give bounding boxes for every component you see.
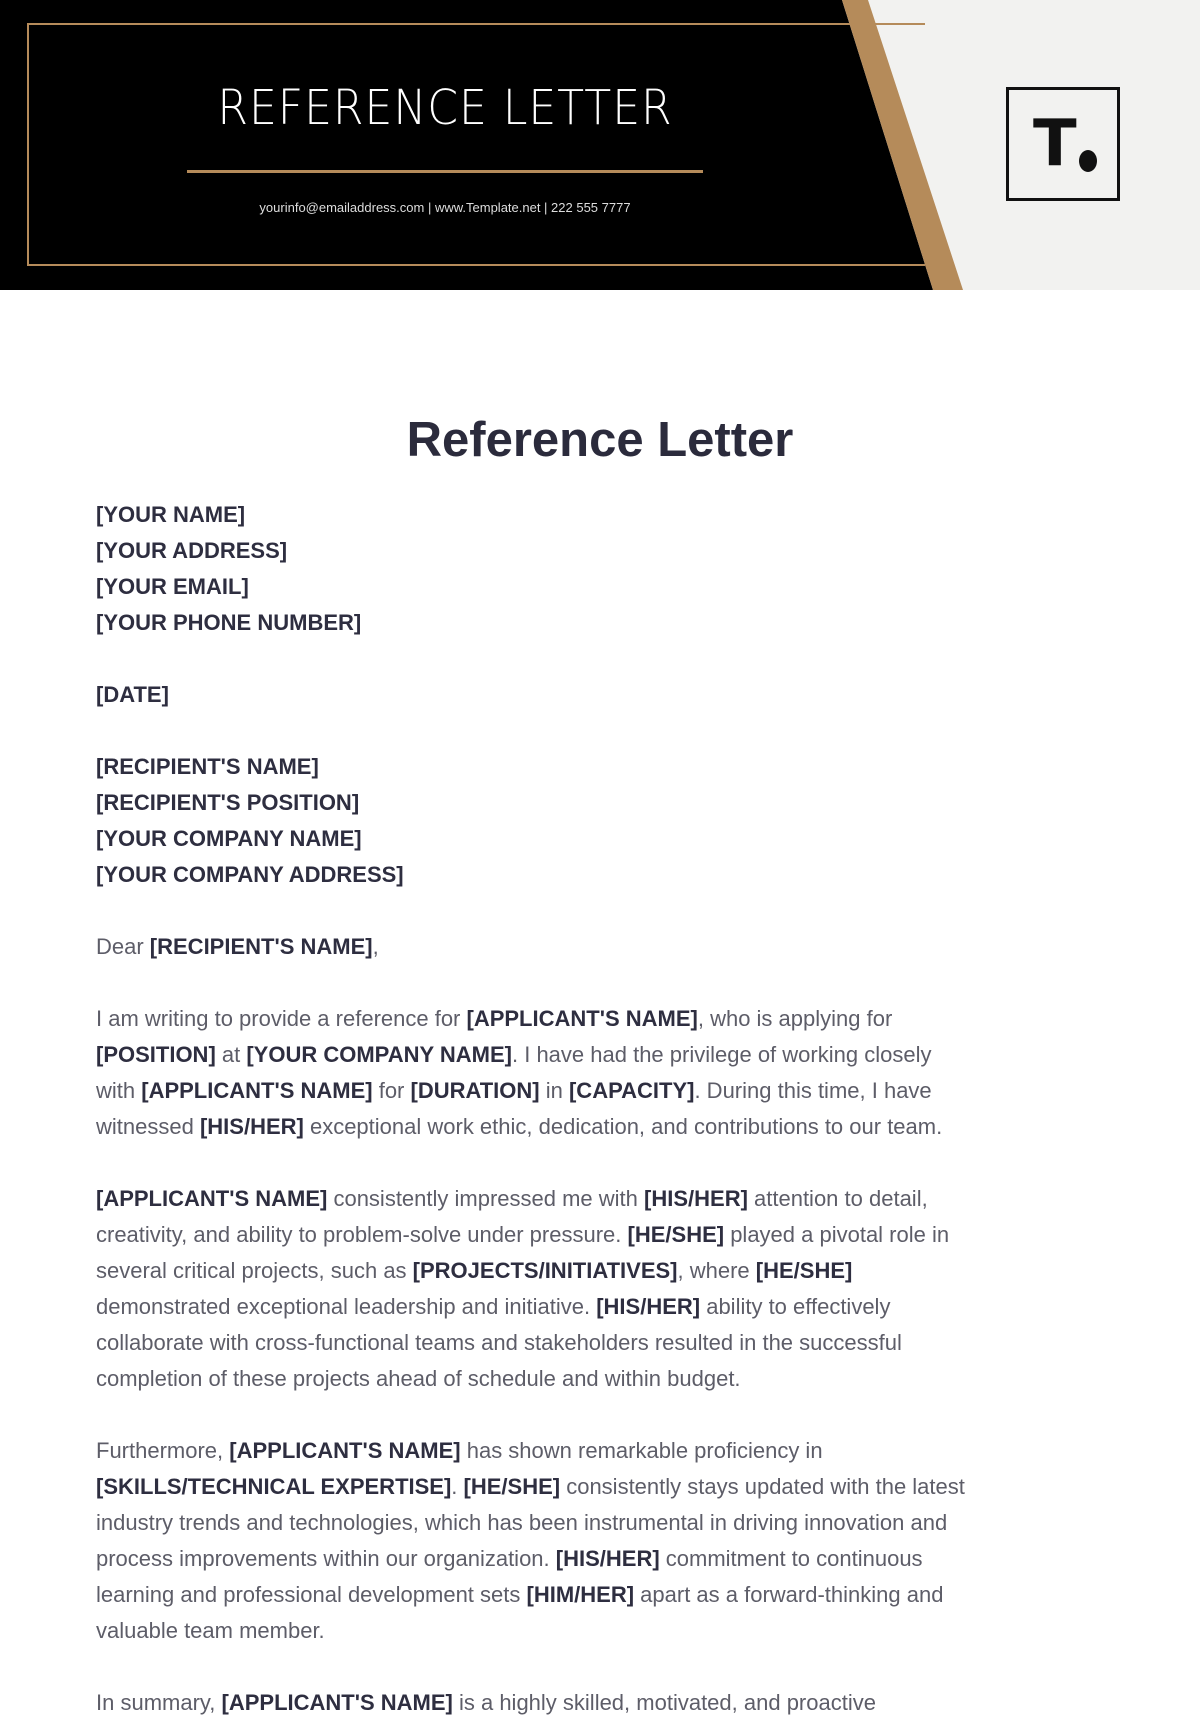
letter-line <box>96 1217 1116 1253</box>
letter-text: In summary, <box>96 1690 222 1715</box>
placeholder-field: [HIS/HER] <box>644 1186 748 1211</box>
document-title: Reference Letter <box>406 413 794 467</box>
letter-line <box>96 1289 1116 1325</box>
letter-line <box>96 1001 1116 1037</box>
placeholder-field: [YOUR EMAIL] <box>96 574 249 599</box>
placeholder-field: [YOUR PHONE NUMBER] <box>96 610 362 635</box>
letter-line <box>96 1433 1116 1469</box>
letter-line <box>96 1685 1116 1721</box>
letter-line <box>96 569 1116 605</box>
placeholder-field: [HE/SHE] <box>755 1258 853 1283</box>
letter-text: Dear <box>96 934 150 959</box>
placeholder-field: [APPLICANT'S NAME] <box>221 1690 453 1715</box>
letter-text: creativity, and ability to problem-solve under pressure. <box>96 1222 628 1247</box>
letter-text: I am writing to provide a reference for <box>96 1006 467 1031</box>
letter-line <box>96 1577 1116 1613</box>
template-logo <box>1006 87 1120 201</box>
letter-line <box>96 677 1116 713</box>
placeholder-field: [HE/SHE] <box>627 1222 725 1247</box>
letter-line <box>96 1253 1116 1289</box>
letter-body <box>96 497 1116 1721</box>
letter-line <box>96 749 1116 785</box>
placeholder-field: [YOUR ADDRESS] <box>96 538 288 563</box>
blank-line <box>96 893 1116 929</box>
letter-line <box>96 497 1116 533</box>
letter-text: for <box>372 1078 411 1103</box>
letter-text: attention to detail, <box>747 1186 928 1211</box>
placeholder-field: [RECIPIENT'S NAME] <box>96 754 319 779</box>
letter-text: . <box>451 1474 464 1499</box>
placeholder-field: [APPLICANT'S NAME] <box>229 1438 461 1463</box>
letter-text: commitment to continuous <box>659 1546 923 1571</box>
placeholder-field: [PROJECTS/INITIATIVES] <box>412 1258 678 1283</box>
logo-dot <box>1079 150 1097 172</box>
letter-text: in <box>539 1078 569 1103</box>
letter-text: is a highly skilled, motivated, and proactive <box>452 1690 876 1715</box>
letter-text: played a pivotal role in <box>724 1222 950 1247</box>
letter-line <box>96 1073 1116 1109</box>
letter-text: several critical projects, such as <box>96 1258 413 1283</box>
letter-line <box>96 929 1116 965</box>
letter-text: apart as a forward-thinking and <box>634 1582 944 1607</box>
letter-line <box>96 1109 1116 1145</box>
letter-text: demonstrated exceptional leadership and initiative. <box>96 1294 597 1319</box>
placeholder-field: [HIS/HER] <box>596 1294 701 1319</box>
letter-line <box>96 1181 1116 1217</box>
letter-text: at <box>215 1042 247 1067</box>
letter-text: , where <box>677 1258 756 1283</box>
placeholder-field: [APPLICANT'S NAME] <box>141 1078 373 1103</box>
placeholder-field: [SKILLS/TECHNICAL EXPERTISE] <box>96 1474 452 1499</box>
letter-text: , <box>372 934 379 959</box>
letter-text: Furthermore, <box>96 1438 230 1463</box>
letter-text: exceptional work ethic, dedication, and contributions to our team. <box>303 1114 943 1139</box>
letter-text: completion of these projects ahead of schedule and within budget. <box>96 1366 741 1391</box>
blank-line <box>96 1145 1116 1181</box>
letter-line <box>96 533 1116 569</box>
placeholder-field: [HE/SHE] <box>463 1474 561 1499</box>
letter-line <box>96 785 1116 821</box>
logo-t-glyph: T <box>1033 107 1077 181</box>
blank-line <box>96 1397 1116 1433</box>
placeholder-field: [POSITION] <box>96 1042 216 1067</box>
letter-line <box>96 1505 1116 1541</box>
letter-line <box>96 1361 1116 1397</box>
placeholder-field: [HIS/HER] <box>555 1546 660 1571</box>
letterhead <box>0 0 1200 290</box>
blank-line <box>96 641 1116 677</box>
letter-text: witnessed <box>96 1114 200 1139</box>
placeholder-field: [DURATION] <box>410 1078 540 1103</box>
letter-text: industry trends and technologies, which has been instrumental in driving innovation and <box>96 1510 948 1535</box>
letter-text: valuable team member. <box>96 1618 325 1643</box>
letter-line <box>96 821 1116 857</box>
placeholder-field: [APPLICANT'S NAME] <box>466 1006 698 1031</box>
gold-divider <box>187 170 703 173</box>
placeholder-field: [HIM/HER] <box>526 1582 635 1607</box>
placeholder-field: [DATE] <box>96 682 169 707</box>
letterhead-frame <box>27 23 925 266</box>
letter-line <box>96 1469 1116 1505</box>
letter-line <box>96 857 1116 893</box>
letter-text: . During this time, I have <box>694 1078 932 1103</box>
letter-text: ability to effectively <box>700 1294 891 1319</box>
placeholder-field: [RECIPIENT'S NAME] <box>149 934 373 959</box>
letter-text: , who is applying for <box>697 1006 893 1031</box>
letter-text: consistently impressed me with <box>327 1186 645 1211</box>
letter-line <box>96 605 1116 641</box>
letterhead-title: REFERENCE LETTER <box>217 80 673 136</box>
letter-line <box>96 1325 1116 1361</box>
letter-text: with <box>96 1078 142 1103</box>
letter-text: process improvements within our organization. <box>96 1546 556 1571</box>
placeholder-field: [YOUR COMPANY NAME] <box>96 826 362 851</box>
placeholder-field: [CAPACITY] <box>568 1078 695 1103</box>
letter-text: . I have had the privilege of working closely <box>512 1042 932 1067</box>
letter-text: collaborate with cross-functional teams and stakeholders resulted in the successful <box>96 1330 902 1355</box>
placeholder-field: [APPLICANT'S NAME] <box>96 1186 328 1211</box>
blank-line <box>96 713 1116 749</box>
letter-line <box>96 1613 1116 1649</box>
letter-text: learning and professional development sets <box>96 1582 527 1607</box>
blank-line <box>96 1649 1116 1685</box>
letter-text: has shown remarkable proficiency in <box>460 1438 823 1463</box>
letter-text: consistently stays updated with the latest <box>560 1474 965 1499</box>
placeholder-field: [YOUR COMPANY ADDRESS] <box>96 862 404 887</box>
letter-line <box>96 1037 1116 1073</box>
letter-line <box>96 1541 1116 1577</box>
blank-line <box>96 965 1116 1001</box>
placeholder-field: [YOUR COMPANY NAME] <box>246 1042 512 1067</box>
placeholder-field: [RECIPIENT'S POSITION] <box>96 790 360 815</box>
letterhead-contact: yourinfo@emailaddress.com | www.Template.net | 222 555 7777 <box>259 200 631 215</box>
placeholder-field: [YOUR NAME] <box>96 502 246 527</box>
placeholder-field: [HIS/HER] <box>199 1114 304 1139</box>
